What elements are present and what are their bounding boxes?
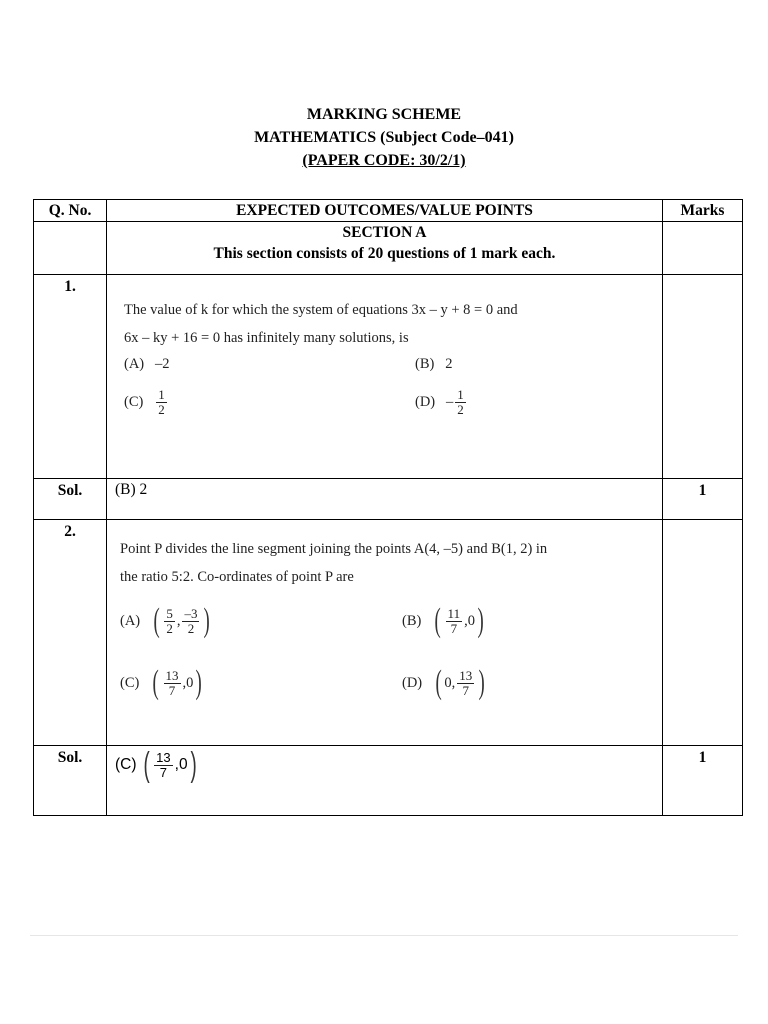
marks-value: 1 <box>663 479 743 520</box>
option-c: (C) $\frac{1}{2}$ <box>124 386 165 417</box>
question-text-line2: the ratio 5:2. Co-ordinates of point P are <box>120 569 354 585</box>
option-c: (C) ( $\frac{13}{7}$ , 0 ) <box>120 661 205 705</box>
solution-label: Sol. <box>34 746 107 816</box>
question-number: 1. <box>34 275 107 479</box>
section-title: SECTION A <box>342 224 427 241</box>
solution-row-1 <box>34 479 743 520</box>
fraction: $\frac{1}{2}$ <box>457 386 464 417</box>
section-note: This section consists of 20 questions of 1 mark each. <box>213 245 556 262</box>
question-text-line2: 6x – ky + 16 = 0 has infinitely many solutions, is <box>124 330 409 346</box>
fraction: $\frac{1}{2}$ <box>158 386 165 417</box>
question-number: 2. <box>34 520 107 746</box>
option-b: (B) ( $\frac{11}{7}$ , 0 ) <box>402 599 486 643</box>
solution-label: Sol. <box>34 479 107 520</box>
col-qno-header: Q. No. <box>34 200 107 222</box>
option-a: (A) –2 <box>124 355 170 372</box>
header-subject: MATHEMATICS (Subject Code–041) <box>254 129 514 146</box>
marks-value: 1 <box>663 746 743 816</box>
table-header-row <box>34 200 743 222</box>
question-body <box>107 275 663 479</box>
question-text-line1: Point P divides the line segment joining the points A(4, –5) and B(1, 2) in <box>120 541 548 557</box>
solution-answer: (C) ( $\frac{13}{7}$ , 0 ) <box>115 746 197 784</box>
options <box>107 591 662 731</box>
col-marks-header: Marks <box>663 200 743 222</box>
question-row-1 <box>34 275 743 479</box>
option-b: (B) 2 <box>415 355 453 372</box>
section-row <box>34 222 743 275</box>
header-paper-code: (PAPER CODE: 30/2/1) <box>302 152 466 169</box>
solution-answer: (B) 2 <box>115 481 148 498</box>
col-outcomes-header: EXPECTED OUTCOMES/VALUE POINTS <box>107 200 663 222</box>
header-title: MARKING SCHEME <box>306 106 462 123</box>
question-row-2 <box>34 520 743 746</box>
options <box>107 352 662 462</box>
question-body <box>107 520 663 746</box>
marking-scheme-table <box>33 199 743 816</box>
coordinate-pair: ( $\frac{13}{7}$ , 0 ) <box>152 664 203 701</box>
coordinate-pair: ( $\frac{11}{7}$ , 0 ) <box>434 602 484 639</box>
option-a: (A) ( $\frac{5}{2}$ , $\frac{-3}{2}$ ) <box>120 599 213 643</box>
option-d: (D) – $\frac{1}{2}$ <box>415 386 464 417</box>
footer-divider <box>30 935 738 936</box>
coordinate-pair: ( 0 , $\frac{13}{7}$ ) <box>435 664 485 701</box>
coordinate-pair: ( $\frac{5}{2}$ , $\frac{-3}{2}$ ) <box>153 602 211 639</box>
option-d: (D) ( 0 , $\frac{13}{7}$ ) <box>402 661 488 705</box>
question-text-line1: The value of k for which the system of equations 3x – y + 8 = 0 and <box>124 302 518 318</box>
solution-row-2 <box>34 746 743 816</box>
document-header <box>0 103 768 172</box>
